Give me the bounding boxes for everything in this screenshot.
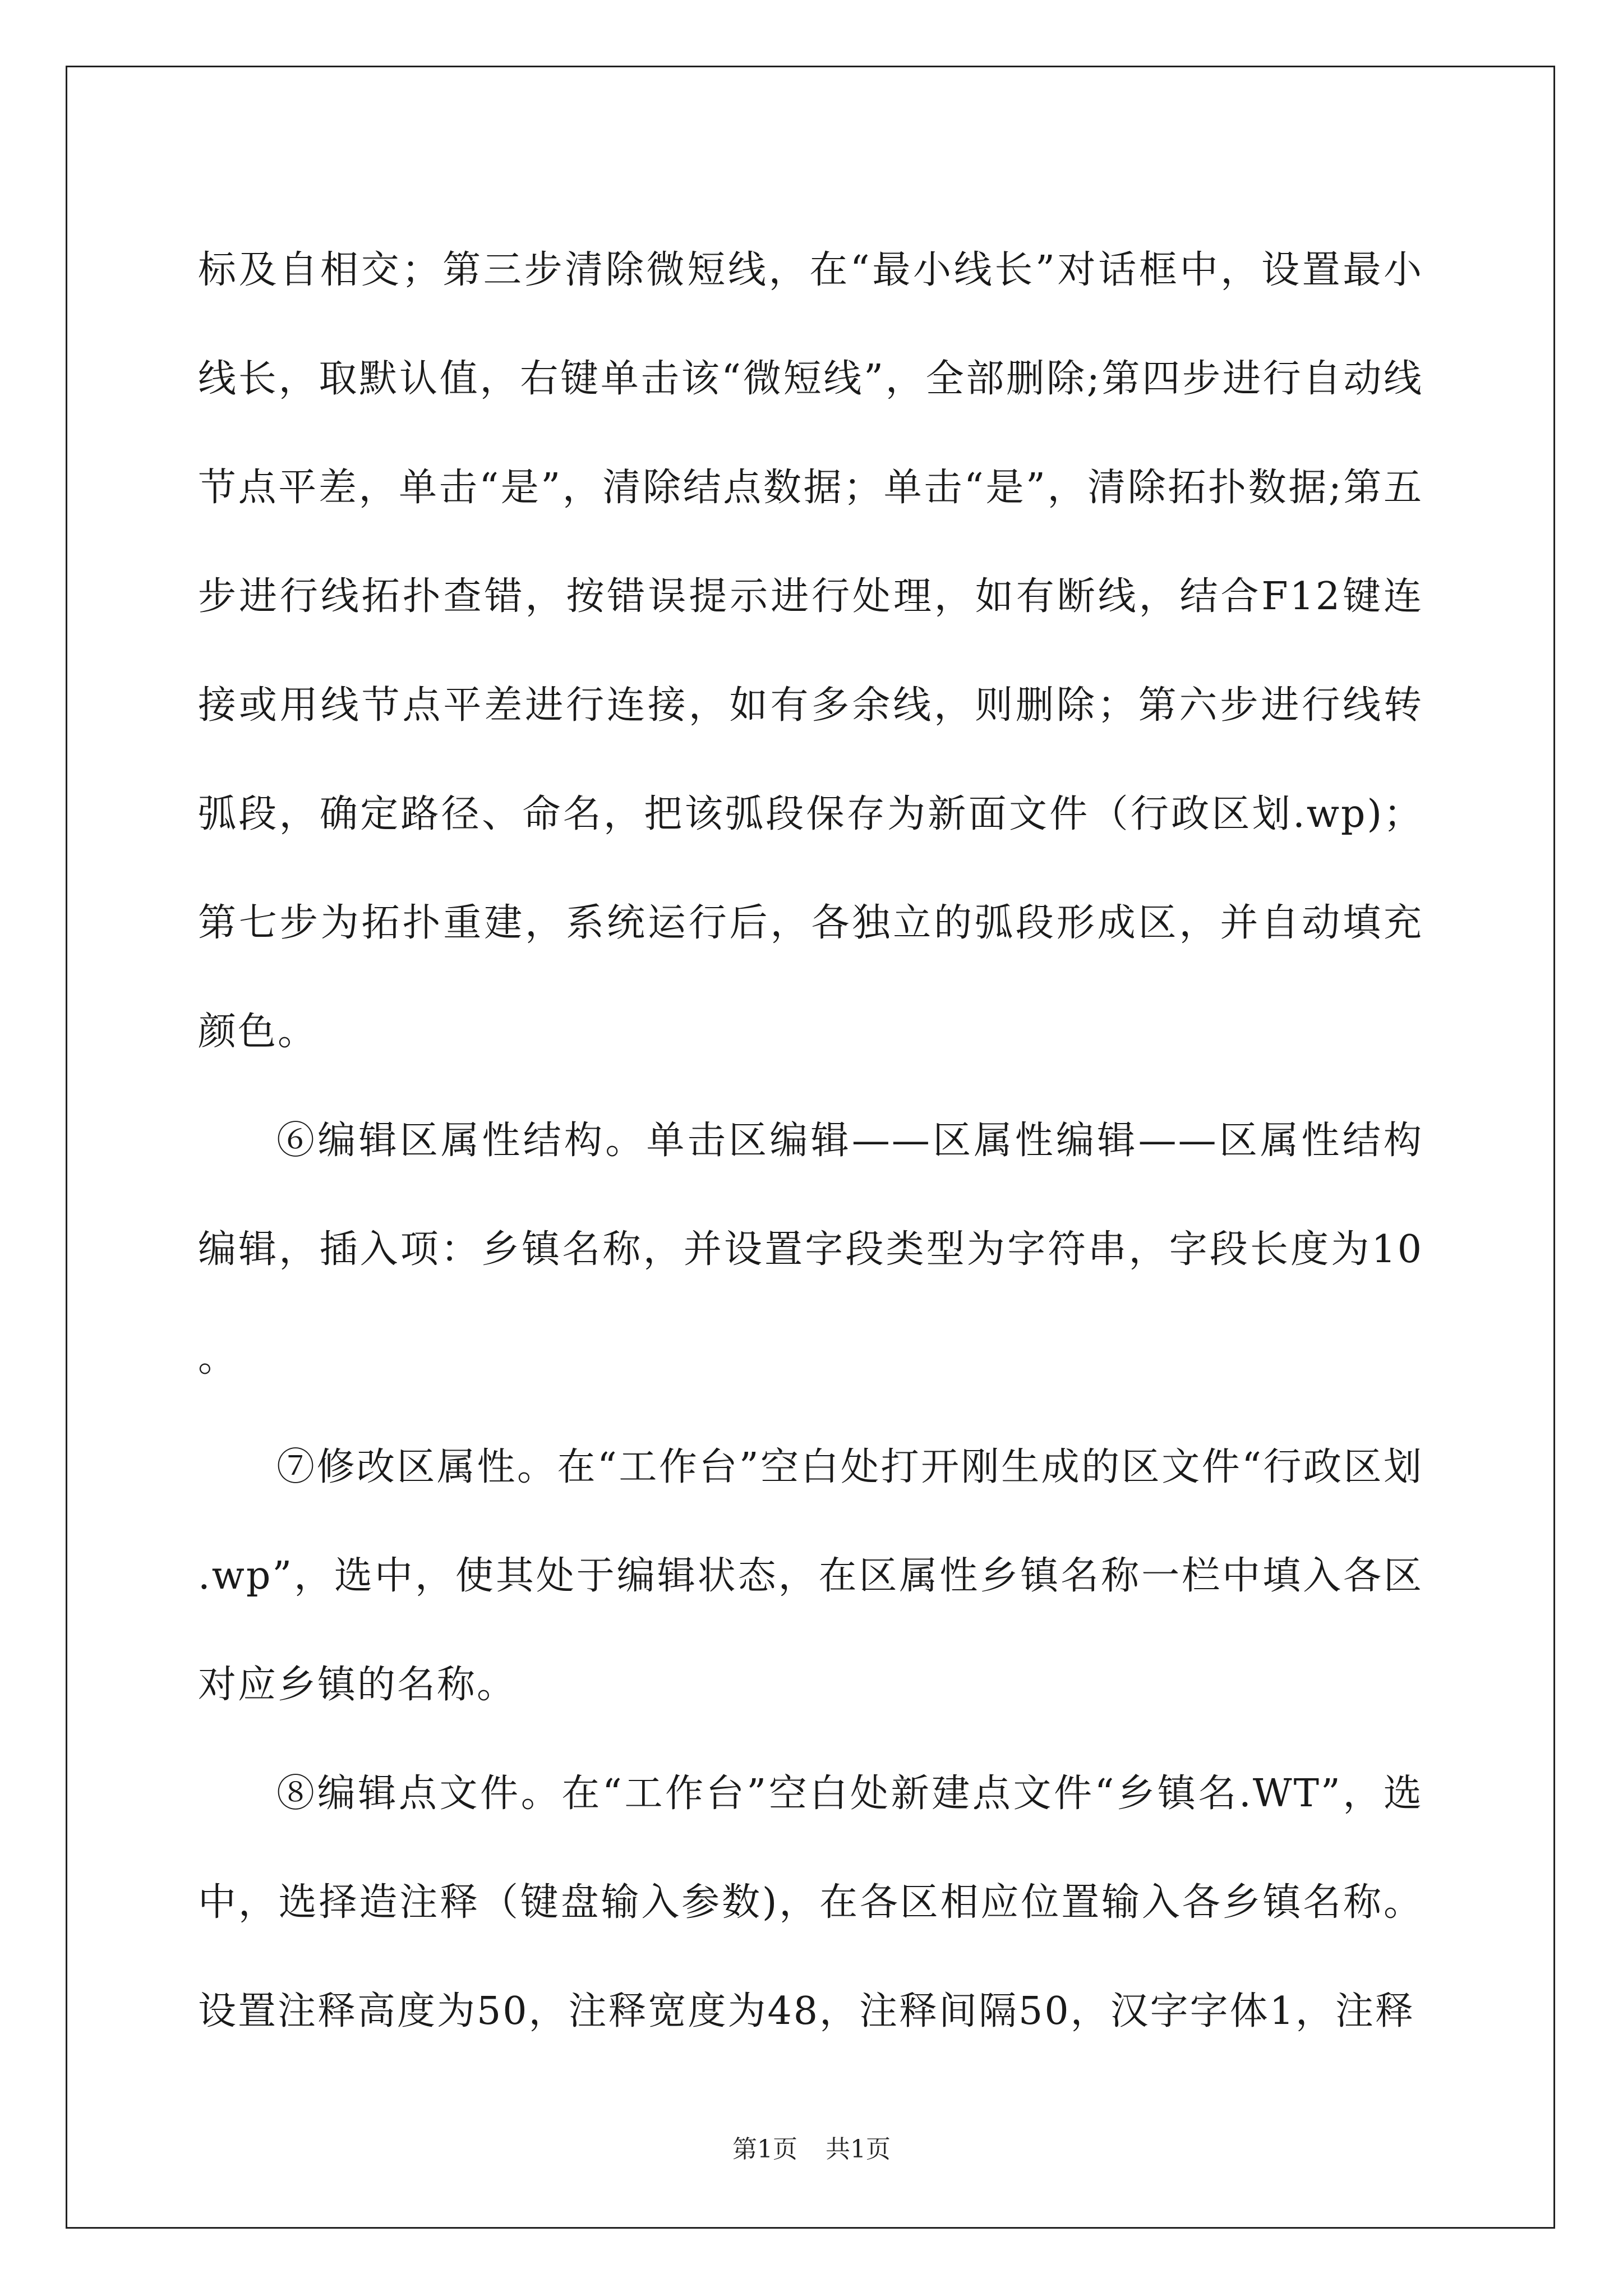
paragraph-step-6: ⑥编辑区属性结构。单击区编辑——区属性编辑——区属性结构编辑，插入项：乡镇名称，并设置字段类型为字符串，字段长度为10。 [198,1119,1423,1381]
page-number: 第1页 [732,2135,797,2164]
page-total: 共1页 [826,2135,891,2164]
page-footer [0,2133,1623,2166]
paragraph-step-7: ⑦修改区属性。在“工作台”空白处打开刚生成的区文件“行政区划.wp”，选中，使其处于编辑状态，在区属性乡镇名称一栏中填入各区对应乡镇的名称。 [198,1445,1423,1707]
paragraph-step-8: ⑧编辑点文件。在“工作台”空白处新建点文件“乡镇名.WT”，选中，选择造注释（键盘输入参数)，在各区相应位置输入各乡镇名称。设置注释高度为50，注释宽度为48，注释间隔50，汉字字体1，注释 [198,1772,1423,2033]
document-body [198,216,1423,2066]
paragraph-continuation: 标及自相交；第三步清除微短线，在“最小线长”对话框中，设置最小线长，取默认值，右键单击该“微短线”，全部删除;第四步进行自动线节点平差，单击“是”，清除结点数据；单击“是”，清除拓扑数据;第五步进行线拓扑查错，按错误提示进行处理，如有断线，结合F12键连接或用线节点平差进行连接，如有多余线，则删除；第六步进行线转弧段，确定路径、命名，把该弧段保存为新面文件（行政区划.wp)；第七步为拓扑重建，系统运行后，各独立的弧段形成区，并自动填充颜色。 [198,248,1423,1054]
